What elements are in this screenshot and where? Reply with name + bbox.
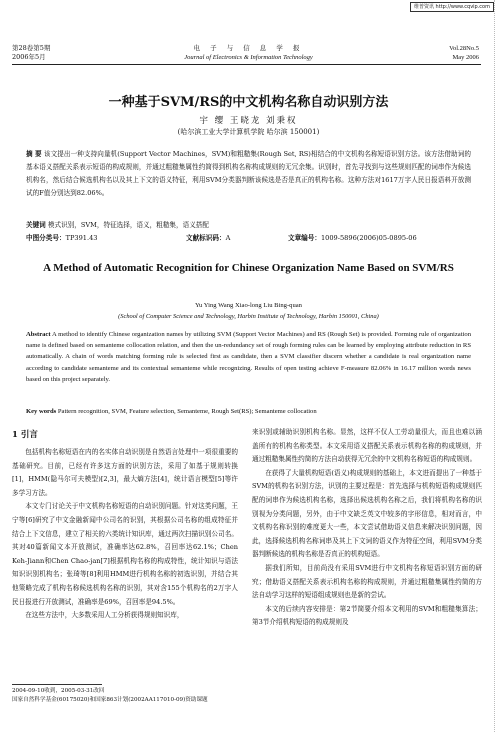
page-title-cn: 一种基于SVM/RS的中文机构名称自动识别方法 xyxy=(108,95,389,110)
abstract-en-label: Abstract xyxy=(26,331,51,338)
body-paragraph: 本文专门讨论关于中文机构名称短语的自动识别问题。针对这类问题，王宁等[6]研究了中文金融新闻中公司名的识别，其根据公司名称的组成特征并结合上下文信息，建立了相关的六类统计知识库，通过两次扫描识别公司名。其对40篇新闻文本开放测试，准确率达62.8%，召回率达62.1%；Chen Keh-Jiann和Chen Chao-jan[7]根据机构名称的构成特性，统计知识与语法知识识别机构名；张琦等[8]利用HMM进行机构名称的初选识别，并结合其他策略完成了机构名称候选机构名称的识别，其对含155个机构名的2万字人民日报进行开放测试，准确率是69%，召回率是94.5%。 xyxy=(12,502,238,606)
header-volume-cn: 第28卷第5期 xyxy=(12,44,51,52)
header-volume-en: Vol.28No.5 xyxy=(449,45,479,52)
footnote-fund: 国家自然科学基金(60175020)和国家863计划(2002AA117010-09)资助课题 xyxy=(12,696,208,703)
document-code xyxy=(186,232,230,242)
body-paragraph: 包括机构名称短语在内的名实体自动识别是自然语言处理中一项很重要的基础研究。目前，已经有许多这方面的识别方法，采用了如基于规则转换[1]，HMM(隐马尔可夫模型)[2,3]，最大熵方法[4]，统计语言模型[5]等许多学习方法。 xyxy=(12,448,238,497)
keywords-cn xyxy=(26,219,471,229)
doc-code-value: A xyxy=(225,234,231,242)
section-title-introduction: 1 引言 xyxy=(12,430,38,440)
page-title-en: A Method of Automatic Recognition for Chinese Organization Name Based on SVM/RS xyxy=(43,262,454,274)
scan-edge xyxy=(493,0,495,732)
body-paragraph: 在获得了大量机构短语(语义)构成规则的基础上，本文进而提出了一种基于SVM的机构名识别方法，识别的主要过程是：首先选择与机构短语构成规则匹配的词串作为候选机构名称，选择出候选机构名称之后，我们将机构名称的识别视为分类问题，另外，由于中文缺乏英文中较多的字形信息，相对而言，中文机构名称识别的难度更大一些，本文尝试借助语义信息来解决识别问题，因此，选择候选机构名称词串及其上下文词的语义作为特征空间，利用SVM分类器判断候选的机构名称是否真正的机构短语。 xyxy=(252,468,482,559)
authors-en: Yu Ying Wang Xiao-long Liu Bing-quan xyxy=(195,302,302,309)
header-rule xyxy=(12,64,481,65)
abstract-cn-text: 该文提出一种支持向量机(Support Vector Machines，SVM)和粗糙集(Rough Set, RS)相结合的中文机构名称短语识别方法。该方法借助词的基本语义搭配关系表示短语的构成规则，并通过粗糙集属性约简得到机构名称构成规则的无冗余集。识别时，首先寻找到与这些规则匹配的词串作为候选机构名，然后结合候选机构名以及其上下文的语义特征，利用SVM分类器判断该候选是否是真正的机构名称。这种方法对1617万字人民日报语料开放测试的F值分别达到82.06%。 xyxy=(26,150,471,197)
keywords-en-label: Key words xyxy=(26,408,57,415)
footnote-rule xyxy=(12,684,102,685)
keywords-en xyxy=(26,408,471,415)
article-number-label: 文章编号： xyxy=(288,234,321,242)
keywords-cn-label: 关键词 xyxy=(26,221,46,229)
abstract-en xyxy=(26,329,471,385)
header-journal-en: Journal of Electronics & Information Technology xyxy=(184,54,313,61)
authors-cn: 宇 缨 王晓龙 刘秉权 xyxy=(199,116,298,126)
header-date-cn: 2006年5月 xyxy=(12,53,46,61)
doc-code-label: 文献标识码： xyxy=(186,234,226,242)
footnote-received: 2004-09-10收到，2005-03-31改回 xyxy=(12,688,105,694)
affiliation-en: (School of Computer Science and Technology, Harbin Institute of Technology, Harbin 150001, China) xyxy=(118,313,379,320)
header-journal-cn: 电 子 与 信 息 学 报 xyxy=(193,44,304,52)
body-paragraph: 本文的后续内容安排是：第2节简要介绍本文利用的SVM和粗糙集算法；第3节介绍机构短语的构成规则及 xyxy=(252,604,482,627)
keywords-cn-text: 模式识别，SVM，特征选择，语义，粗糙集，语义搭配 xyxy=(47,221,209,229)
footnote xyxy=(12,687,238,704)
article-number xyxy=(288,232,417,242)
body-column-left xyxy=(12,446,238,623)
affiliation-cn: (哈尔滨工业大学计算机学院 哈尔滨 150001) xyxy=(177,128,320,136)
article-number-value: 1009-5896(2006)05-0895-06 xyxy=(320,234,417,242)
body-paragraph: 据我们所知，目前尚没有采用SVM进行中文机构名称短语识别方面的研究；借助语义搭配关系表示机构名称的构成规则，并通过粗糙集属性约简的方法自动学习这样的短语组成规则也是新的尝试。 xyxy=(252,563,482,600)
clc-number xyxy=(26,232,97,242)
body-paragraph: 来识别或辅助识别机构名称。显然，这样不仅人工劳动量很大，而且也难以涵盖所有的机构名称类型。本文采用语义搭配关系表示机构名称的构成规则，并通过粗糙集属性约简的方法自动获得无冗余的中文机构名称短语的构成规则。 xyxy=(252,428,482,464)
keywords-en-text: Pattern recognition, SVM, Feature selection, Semanteme, Rough Set(RS); Semanteme collocation xyxy=(57,408,317,415)
body-column-right xyxy=(252,426,482,630)
clc-value: TP391.43 xyxy=(65,234,98,242)
watermark: 维普资讯 http://www.cqvip.com xyxy=(410,2,494,12)
abstract-en-text: A method to identify Chinese organization names by utilizing SVM (Support Vector Machines) and RS (Rough Set) is provided. Forming rule of organization name is defined based on semanteme collocation relation, and then the un-redundancy set of rough forming rules can be learned by employing attribute reduction in RS automatically. A chain of words matching forming rule is selected first as candidate, then a SVM classifier discern whether a candidate is real organization name according to candidate semanteme and its contextual semanteme while recognizing. Results of open testing achieve F-measure 82.06% in 16.17 million words news based on this project separately. xyxy=(26,331,471,383)
header-date-en: May 2006 xyxy=(452,54,479,61)
body-paragraph: 在这些方法中，大多数采用人工分析获得规则知识库， xyxy=(25,611,184,620)
abstract-cn-label: 摘 要 xyxy=(26,150,42,158)
abstract-cn xyxy=(26,148,471,200)
clc-label: 中图分类号： xyxy=(26,234,66,242)
